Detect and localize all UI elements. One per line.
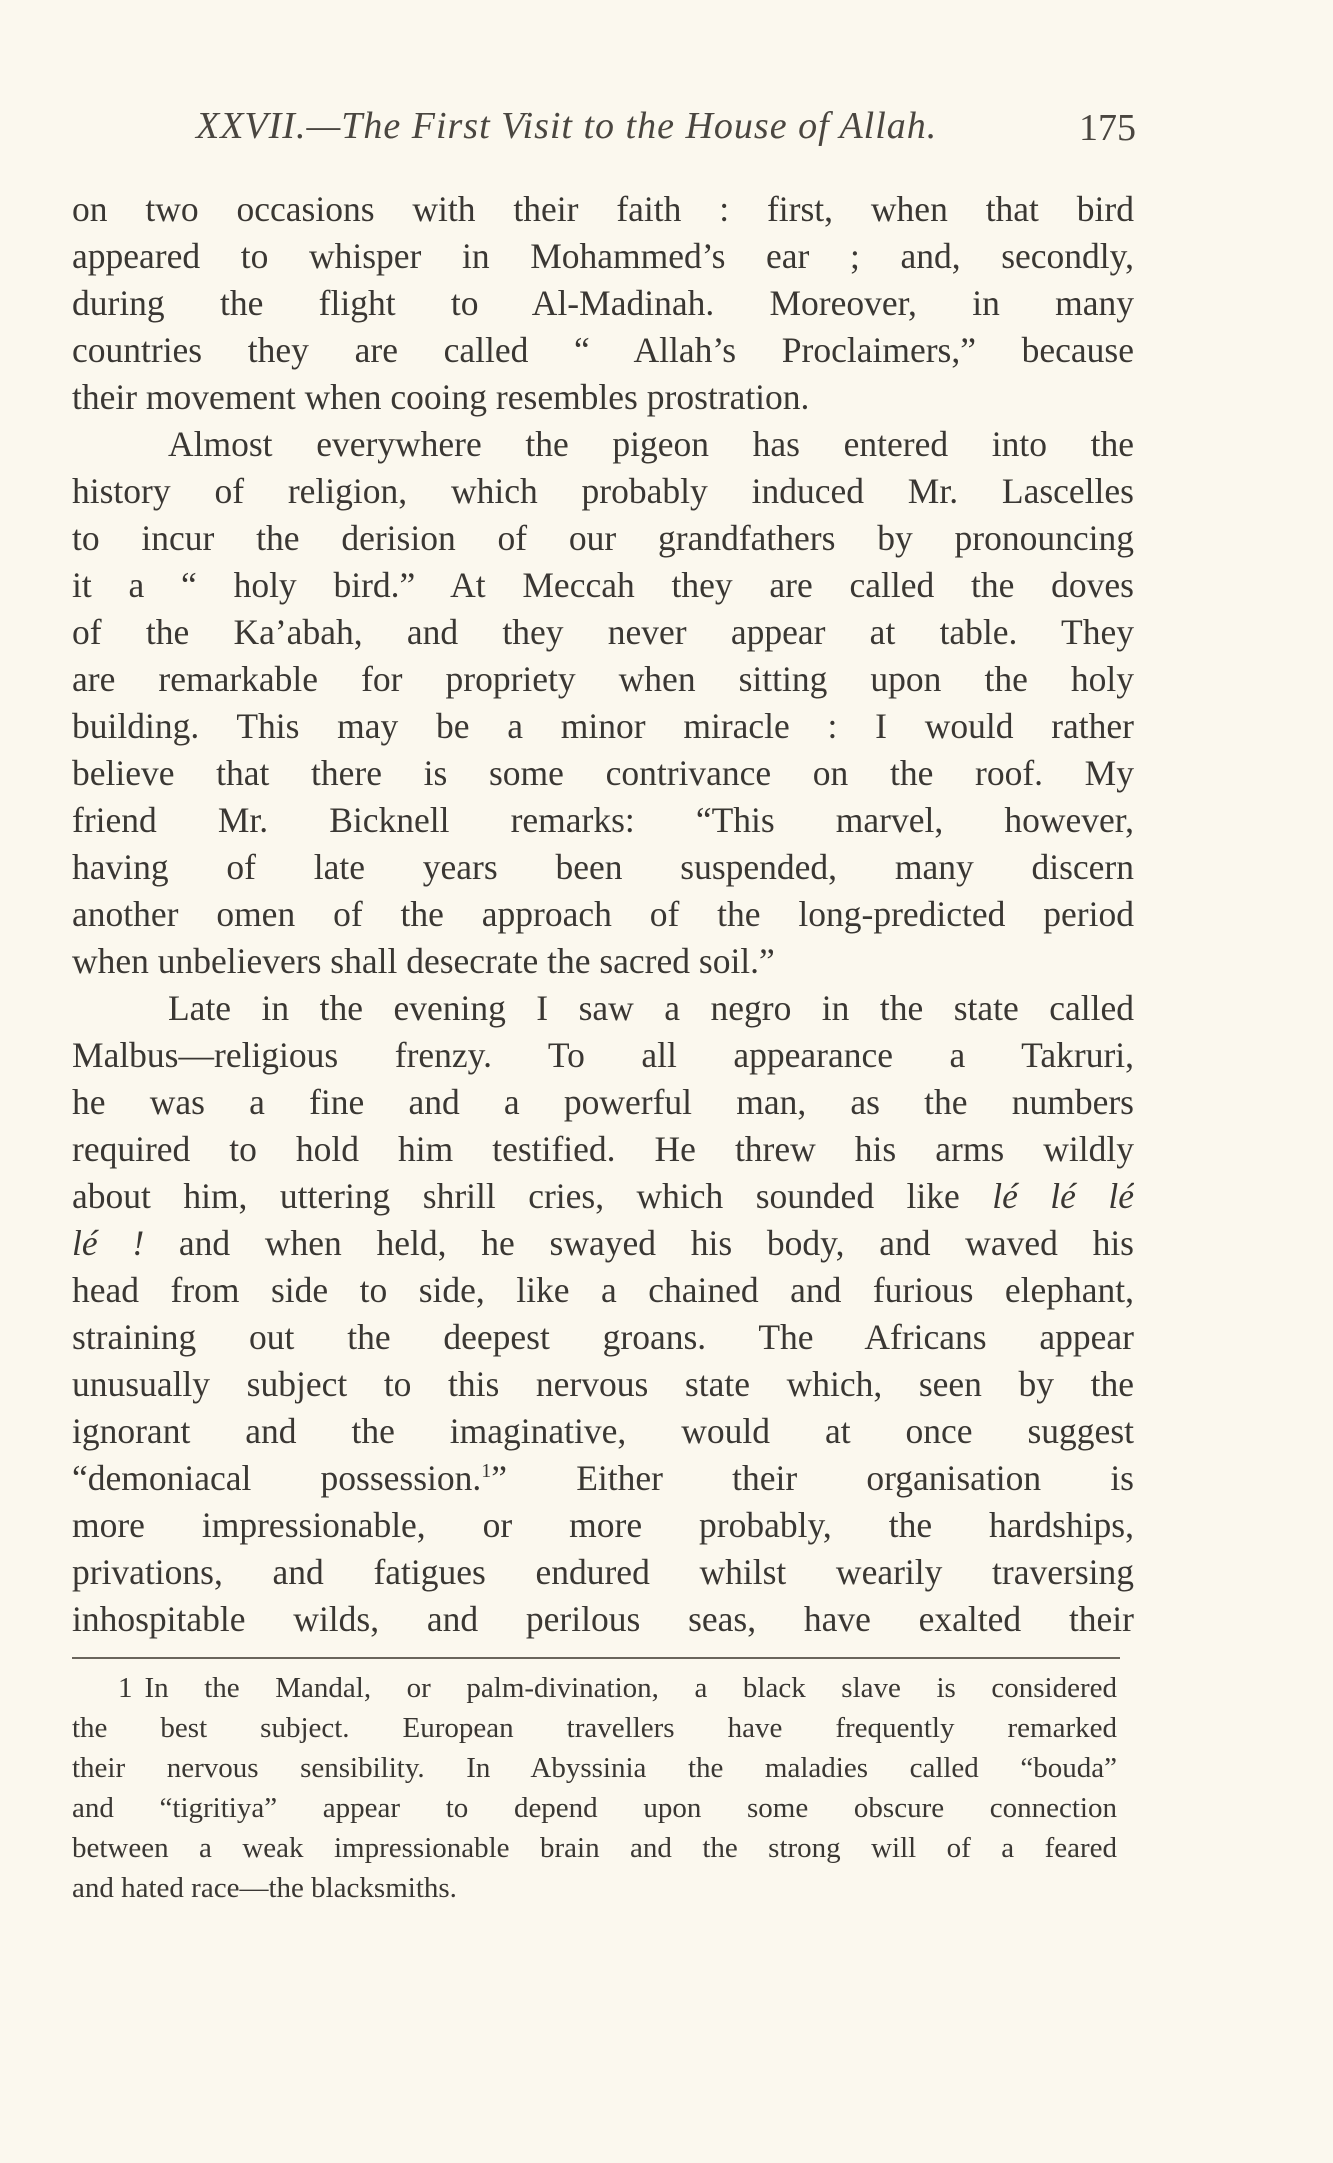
- text-line: he was a fine and a powerful man, as the numbers: [72, 1082, 1134, 1122]
- text-line: [72, 1455, 1134, 1502]
- footnote-line: and hated race—the blacksmiths.: [72, 1872, 457, 1904]
- italic-cry: lé !: [72, 1223, 145, 1263]
- text-line: countries they are called “ Allah’s Proclaimers,” because: [72, 330, 1134, 370]
- text-line: [72, 1220, 1134, 1267]
- footnote-line: [72, 1668, 1117, 1708]
- text-line: more impressionable, or more probably, the hardships,: [72, 1505, 1134, 1545]
- text-line: required to hold him testified. He threw his arms wildly: [72, 1129, 1134, 1169]
- text-line: it a “ holy bird.” At Meccah they are called the doves: [72, 565, 1134, 605]
- text-line: another omen of the approach of the long-predicted period: [72, 894, 1134, 934]
- running-title: XXVII.—The First Visit to the House of Allah.: [196, 105, 938, 147]
- text-fragment: about him, uttering shrill cries, which sounded like: [72, 1176, 993, 1216]
- footnote-marker[interactable]: 1: [481, 1460, 492, 1483]
- text-line: having of late years been suspended, many discern: [72, 847, 1134, 887]
- italic-cry: lé lé lé: [992, 1176, 1134, 1216]
- text-fragment: ” Either their organisation is: [491, 1458, 1134, 1498]
- text-line: inhospitable wilds, and perilous seas, have exalted their: [72, 1599, 1134, 1639]
- text-line: believe that there is some contrivance on the roof. My: [72, 753, 1134, 793]
- text-line: appeared to whisper in Mohammed’s ear ; and, secondly,: [72, 236, 1134, 276]
- text-line: to incur the derision of our grandfathers by pronouncing: [72, 518, 1134, 558]
- running-head: [196, 104, 1136, 154]
- footnote-number: 1: [118, 1672, 133, 1704]
- footnote-line: the best subject. European travellers have frequently remarked: [72, 1712, 1117, 1744]
- text-line: [72, 1173, 1134, 1220]
- body-text: [72, 186, 1134, 1643]
- text-line: straining out the deepest groans. The Africans appear: [72, 1317, 1134, 1357]
- text-line: unusually subject to this nervous state which, seen by the: [72, 1364, 1134, 1404]
- text-fragment: “demoniacal possession.: [72, 1458, 482, 1498]
- text-line: history of religion, which probably induced Mr. Lascelles: [72, 471, 1134, 511]
- text-line: ignorant and the imaginative, would at once suggest: [72, 1411, 1134, 1451]
- footnotes: [72, 1668, 1117, 1908]
- text-line: are remarkable for propriety when sitting upon the holy: [72, 659, 1134, 699]
- text-line: on two occasions with their faith : first, when that bird: [72, 189, 1134, 229]
- text-line: Malbus—religious frenzy. To all appearance a Takruri,: [72, 1035, 1134, 1075]
- footnote-text: In the Mandal, or palm-divination, a black slave is considered: [144, 1672, 1117, 1704]
- footnote-line: their nervous sensibility. In Abyssinia the maladies called “bouda”: [72, 1752, 1117, 1784]
- text-line: of the Ka’abah, and they never appear at table. They: [72, 612, 1134, 652]
- footnote-line: between a weak impressionable brain and the strong will of a feared: [72, 1832, 1117, 1864]
- text-line: Late in the evening I saw a negro in the state called: [168, 988, 1134, 1028]
- footnote-line: and “tigritiya” appear to depend upon some obscure connection: [72, 1792, 1117, 1824]
- text-line: when unbelievers shall desecrate the sacred soil.”: [72, 941, 775, 981]
- page-number: 175: [1079, 107, 1136, 149]
- footnote-divider: [72, 1657, 1120, 1659]
- text-line: their movement when cooing resembles prostration.: [72, 377, 810, 417]
- text-line: privations, and fatigues endured whilst wearily traversing: [72, 1552, 1134, 1592]
- text-line: friend Mr. Bicknell remarks: “This marvel, however,: [72, 800, 1134, 840]
- text-line: during the flight to Al-Madinah. Moreover, in many: [72, 283, 1134, 323]
- text-line: head from side to side, like a chained and furious elephant,: [72, 1270, 1134, 1310]
- text-fragment: and when held, he swayed his body, and waved his: [144, 1223, 1134, 1263]
- text-line: Almost everywhere the pigeon has entered into the: [168, 424, 1134, 464]
- text-line: building. This may be a minor miracle : I would rather: [72, 706, 1134, 746]
